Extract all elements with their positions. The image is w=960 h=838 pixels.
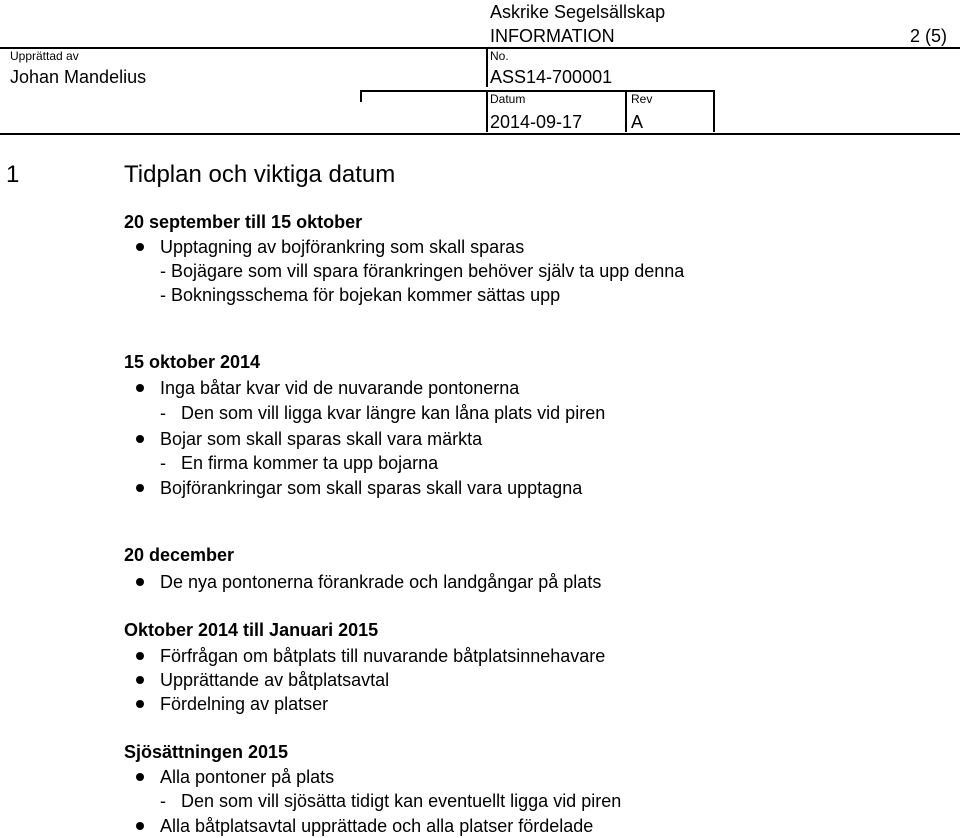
- prepared-by-label: Upprättad av: [10, 49, 79, 63]
- bullet-icon: [136, 243, 144, 251]
- bullet-icon: [136, 484, 144, 492]
- bullet-icon: [136, 578, 144, 586]
- list-item: Alla pontoner på plats: [160, 767, 335, 787]
- org-name: Askrike Segelsällskap: [490, 2, 666, 22]
- list-item: - En firma kommer ta upp bojarna: [160, 453, 439, 473]
- rev-label: Rev: [631, 92, 653, 106]
- list-item: Bojar som skall sparas skall vara märkta: [160, 429, 483, 449]
- header-divider-rev-left: [625, 90, 627, 132]
- doc-rev: A: [631, 112, 644, 132]
- list-item: De nya pontonerna förankrade och landgångar på plats: [160, 572, 602, 592]
- header-tick-left: [360, 90, 362, 102]
- header-divider-top: [0, 47, 960, 49]
- bullet-icon: [136, 700, 144, 708]
- bullet-icon: [136, 652, 144, 660]
- block-heading: Oktober 2014 till Januari 2015: [124, 620, 379, 640]
- doc-date: 2014-09-17: [490, 112, 583, 132]
- list-item: Förfrågan om båtplats till nuvarande båtplatsinnehavare: [160, 646, 606, 666]
- bullet-icon: [136, 773, 144, 781]
- list-item: Bojförankringar som skall sparas skall vara upptagna: [160, 478, 583, 498]
- prepared-by: Johan Mandelius: [10, 67, 147, 87]
- bullet-icon: [136, 384, 144, 392]
- section-number: 1: [6, 161, 20, 188]
- list-item: - Bojägare som vill spara förankringen behöver själv ta upp denna: [160, 261, 685, 281]
- list-item: - Den som vill ligga kvar längre kan låna plats vid piren: [160, 403, 606, 423]
- header-divider-bottom: [0, 133, 960, 135]
- list-item: Fördelning av platser: [160, 694, 329, 714]
- header-divider-rev-right: [713, 90, 715, 132]
- header-divider-middle: [360, 90, 715, 92]
- doc-type: INFORMATION: [490, 26, 615, 46]
- list-item: Upptagning av bojförankring som skall sparas: [160, 237, 525, 257]
- header-divider-date-left: [486, 90, 488, 132]
- page-number: 2 (5): [910, 26, 948, 46]
- block-heading: 20 september till 15 oktober: [124, 212, 363, 232]
- doc-no: ASS14-700001: [490, 67, 613, 87]
- list-item: Upprättande av båtplatsavtal: [160, 670, 390, 690]
- block-heading: 15 oktober 2014: [124, 352, 261, 372]
- bullet-icon: [136, 676, 144, 684]
- block-heading: 20 december: [124, 545, 235, 565]
- list-item: - Bokningsschema för bojekan kommer sättas upp: [160, 285, 561, 305]
- bullet-icon: [136, 822, 144, 830]
- date-label: Datum: [490, 92, 526, 106]
- doc-no-label: No.: [490, 49, 509, 63]
- list-item: - Den som vill sjösätta tidigt kan eventuellt ligga vid piren: [160, 791, 622, 811]
- block-heading: Sjösättningen 2015: [124, 742, 289, 762]
- header-divider-vertical: [486, 47, 488, 87]
- bullet-icon: [136, 435, 144, 443]
- list-item: Inga båtar kvar vid de nuvarande pontonerna: [160, 378, 520, 398]
- list-item: Alla båtplatsavtal upprättade och alla platser fördelade: [160, 816, 594, 836]
- section-title: Tidplan och viktiga datum: [124, 161, 396, 188]
